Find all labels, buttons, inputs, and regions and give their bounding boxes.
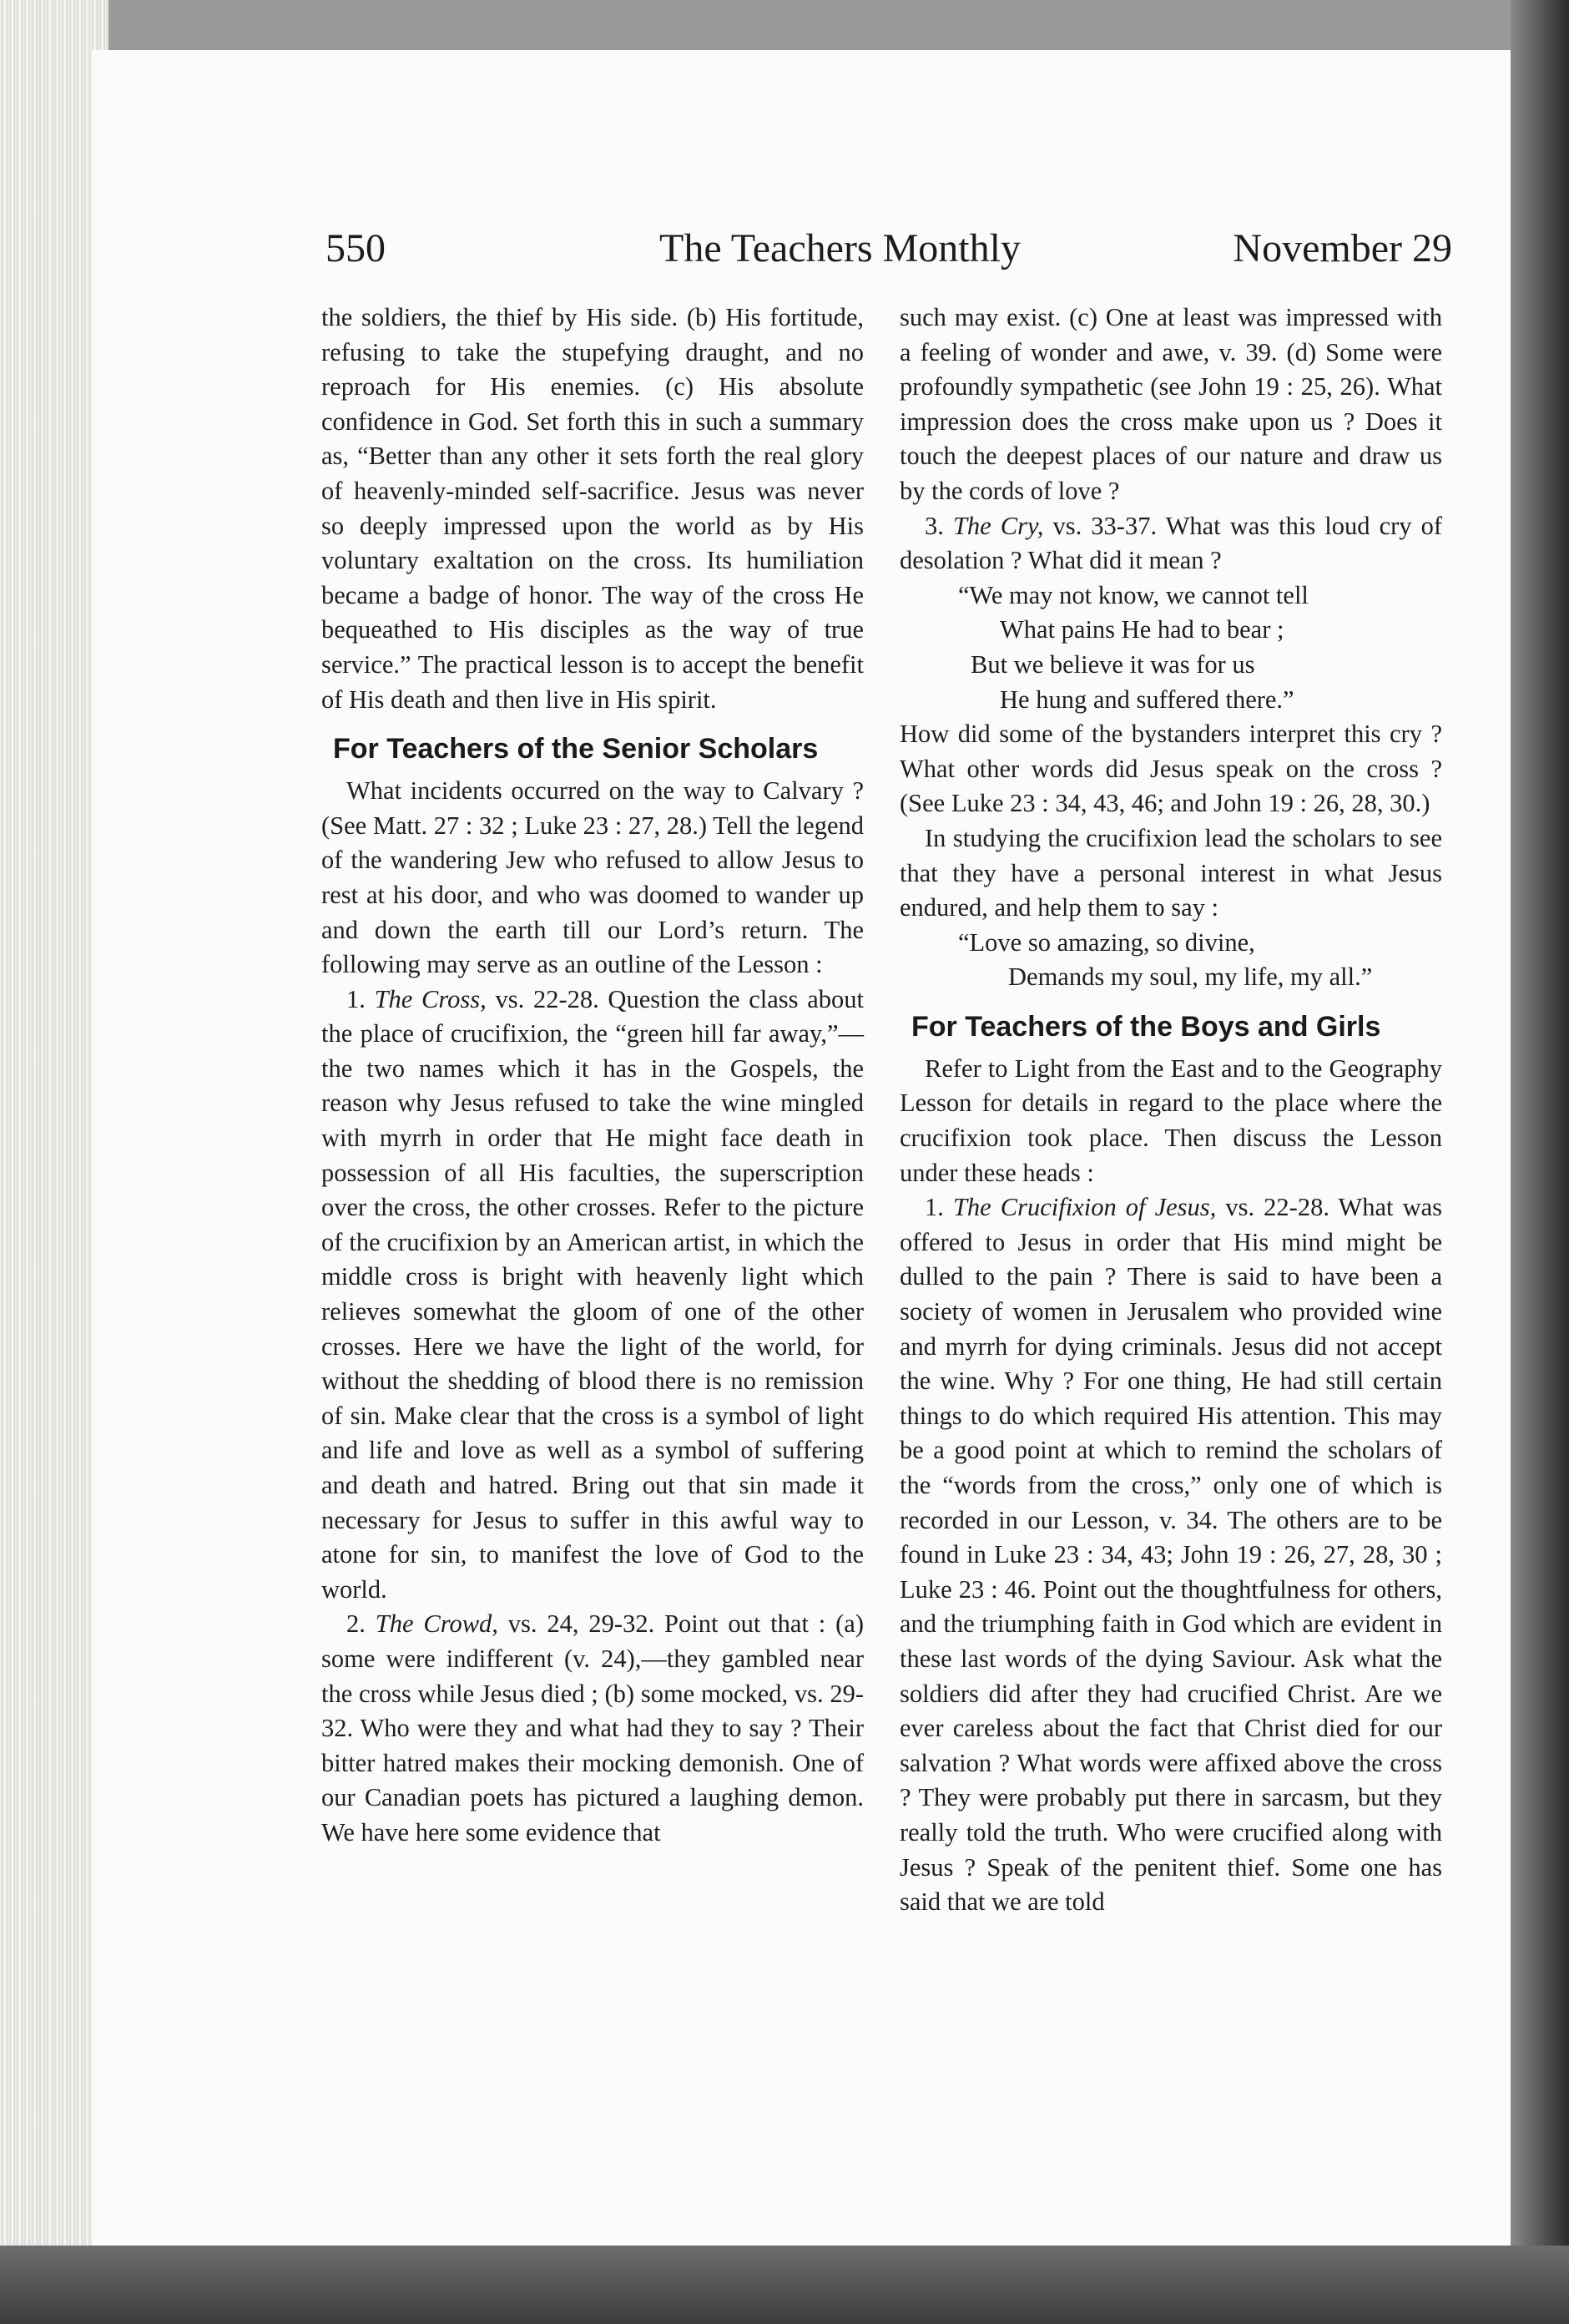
heading-boys-and-girls: For Teachers of the Boys and Girls: [911, 1010, 1381, 1043]
poem-line: He hung and suffered there.”: [1000, 685, 1294, 714]
crucifixion-title: The Crucifixion of Jesus,: [952, 1193, 1217, 1222]
bystanders-paragraph: How did some of the bystanders interpret this cry ? What other words did Jesus speak on the cross ? (See Luke 23 : 34, 43, 46; and John 19 : 26, 28, 30.): [900, 720, 1442, 818]
left-column: [321, 301, 864, 1851]
right-column: [900, 301, 1442, 1920]
crucifixion-number: 1.: [925, 1193, 944, 1222]
heading-senior-scholars: For Teachers of the Senior Scholars: [333, 733, 819, 765]
header-date: November 29: [1233, 226, 1452, 270]
refer-paragraph: Refer to Light from the East and to the Geography Lesson for details in regard to the place where the crucifixion took place. Then discuss the Lesson under these heads :: [900, 1053, 1442, 1187]
cross-text: vs. 22-28. Question the class about the place of crucifixion, the “green hill far away,”—the two names which it has in the Gospels, the reason why Jesus refused to take the wine mingled with myrrh in order that He might face death in possession of all His faculties, the superscription over the cross, the other crosses. Refer to the picture of the crucifixion by an American artist, in which the middle cross is bright with heavenly light which relieves somewhat the gloom of one of the other crosses. Here we have the light of the world, for without the shedding of blood there is no remission of sin. Make clear that the cross is a symbol of light and life and love as well as a symbol of suffering and death and hatred. Bring out that sin made it necessary for Jesus to suffer in this awful way to atone for sin, to manifest the love of God to the world.: [321, 984, 865, 1604]
crowd-title: The Crowd,: [375, 1609, 498, 1639]
poem-line: But we believe it was for us: [971, 649, 1255, 679]
senior-paragraph: What incidents occurred on the way to Calvary ? (See Matt. 27 : 32 ; Luke 23 : 27, 28.) Tell the legend of the wandering Jew who refused to allow Jesus to rest at his door, and who was doomed to wander up and down the earth till our Lord’s return. The following may serve as an outline of the Lesson :: [321, 776, 864, 979]
crucifixion-paragraph: [900, 1190, 1442, 1919]
page-header: [325, 225, 1452, 292]
cry-title: The Cry,: [952, 511, 1044, 540]
cross-number: 1.: [346, 984, 366, 1013]
studying-paragraph: In studying the crucifixion lead the scholars to see that they have a personal interest in what Jesus endured, and help them to say :: [900, 823, 1442, 922]
page-number: 550: [325, 226, 386, 270]
crowd-number: 2.: [346, 1609, 366, 1639]
running-title: The Teachers Monthly: [659, 226, 1021, 270]
intro-paragraph: the soldiers, the thief by His side. (b) His fortitude, refusing to take the stupefying draught, and no reproach for His enemies. (c) His absolute confidence in God. Set forth this in such a summary as, “Better than any other it sets forth the real glory of heavenly-minded self-sacrifice. Jesus was never so deeply impressed upon the world as by His voluntary exaltation on the cross. Its humiliation became a badge of honor. The way of the cross He bequeathed to His disciples as the way of true service.” The practical lesson is to accept the benefit of His death and then live in His spirit.: [321, 303, 864, 714]
book-bottom-edge: [0, 2246, 1569, 2324]
poem-line: “We may not know, we cannot tell: [958, 580, 1309, 609]
poem-line: “Love so amazing, so divine,: [958, 927, 1255, 957]
poem-love-so-amazing: [900, 926, 1442, 995]
crowd-paragraph: [321, 1607, 864, 1850]
crucifixion-text: vs. 22-28. What was offered to Jesus in order that His mind might be dulled to the pain ? There is said to have been a society of women in Jerusalem who provided wine and myrrh for dying criminals. Jesus did not accept the wine. Why ? For one thing, He had still certain things to do which required His attention. This may be a good point at which to remind the scholars of the “words from the cross,” only one of which is recorded in our Lesson, v. 34. The others are to be found in Luke 23 : 34, 43; John 19 : 26, 27, 28, 30 ; Luke 23 : 46. Point out the thoughtfulness for others, and the triumphing faith in God which are evident in these last words of the dying Saviour. Ask what the soldiers did after they had crucified Christ. Are we ever careless about the fact that Christ died for our salvation ? What words were affixed above the cross ? They were probably put there in sarcasm, but they really told the truth. Who were crucified along with Jesus ? Speak of the penitent thief. Some one has said that we are told: [900, 1193, 1443, 1917]
poem-line: Demands my soul, my life, my all.”: [1008, 962, 1373, 992]
cry-text: vs. 33-37. What was this loud cry of desolation ? What did it mean ?: [900, 511, 1442, 575]
poem-line: What pains He had to bear ;: [1000, 615, 1284, 644]
poem-we-may-not-know: [900, 578, 1442, 717]
continued-paragraph: such may exist. (c) One at least was impressed with a feeling of wonder and awe, v. 39. (d) Some were profoundly sympathetic (see John 19 : 25, 26). What impression does the cross make upon us ? Does it touch the deepest places of our nature and draw us by the cords of love ?: [900, 303, 1442, 505]
cry-paragraph: [900, 509, 1442, 578]
cross-paragraph: [321, 983, 864, 1608]
cross-title: The Cross,: [374, 984, 487, 1013]
book-right-shadow: [1511, 0, 1569, 2324]
crowd-text: vs. 24, 29-32. Point out that : (a) some were indifferent (v. 24),—they gambled near the cross while Jesus died ; (b) some mocked, vs. 29-32. Who were they and what had they to say ? Their bitter hatred makes their mocking demonish. One of our Canadian poets has pictured a laughing demon. We have here some evidence that: [321, 1609, 864, 1847]
cry-number: 3.: [925, 511, 944, 540]
